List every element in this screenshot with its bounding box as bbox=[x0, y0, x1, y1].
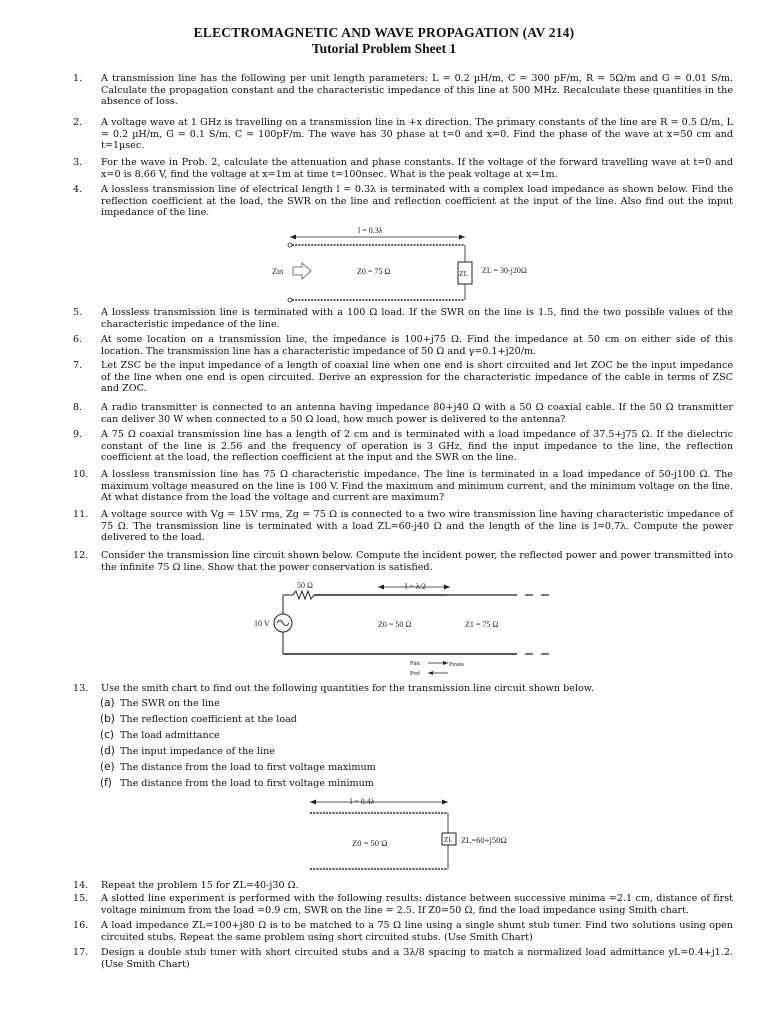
question-number: 14. bbox=[73, 880, 89, 891]
q13-subitem-d: (d) The input impedance of the line bbox=[100, 745, 276, 757]
incident-power-label: Pinc bbox=[410, 661, 421, 667]
question-number: 11. bbox=[73, 509, 89, 520]
question-2 bbox=[73, 117, 733, 152]
resistor-icon bbox=[293, 591, 314, 599]
figure-1-transmission-line bbox=[260, 224, 560, 306]
question-text: Design a double stub tuner with short circuited stubs and a 3λ/8 spacing to match a normalized load admittance yL=0.4+j1.2. (Use Smith Chart) bbox=[101, 947, 733, 970]
question-text: A 75 Ω coaxial transmission line has a length of 2 cm and is terminated with a load impedance of 37.5+j75 Ω. If the dielectric constant of the line is 2.56 and the frequency of operation is 3 GHz, find the input impedance to the line, the reflection coefficient at the load, the reflection coefficient at the input and the SWR on the line. bbox=[101, 429, 733, 464]
question-text: A voltage wave at 1 GHz is travelling on a transmission line in +x direction. The primary constants of the line are R = 0.5 Ω/m, L = 0.2 µH/m, G = 0.1 S/m, C = 100pF/m. The wave has 30 phase at t=0 and x=0. Find the phase of the wave at x=50 cm and t=1µsec. bbox=[101, 117, 733, 152]
question-text: A lossless transmission line has 75 Ω characteristic impedance. The line is terminated in a load impedance of 50-j100 Ω. The maximum voltage measured on the line is 100 V. Find the maximum and minimum current, and the minimum voltage on the line. At what distance from the load the voltage and current are maximum? bbox=[101, 469, 733, 504]
question-text: A transmission line has the following per unit length parameters: L = 0.2 µH/m, C = 300 pF/m, R = 5Ω/m and G = 0.01 S/m. Calculate the propagation constant and the characteristic impedance of this line at 500 MHz. Recalculate these quantities in the absence of loss. bbox=[101, 73, 733, 108]
input-impedance-label: Zin bbox=[272, 267, 284, 276]
question-4 bbox=[73, 184, 733, 219]
question-text: A slotted line experiment is performed with the following results: distance between successive minima =2.1 cm, distance of first voltage minimum from the load =0.9 cm, SWR on the line = 2.5. If Z0=50 Ω, find the load impedance using Smith chart. bbox=[101, 893, 733, 916]
question-6 bbox=[73, 334, 733, 357]
load-box-label: ZL bbox=[459, 269, 469, 278]
figure-2-circuit bbox=[245, 578, 565, 680]
question-number: 6. bbox=[73, 334, 83, 345]
q13-subitem-f: (f) The distance from the load to first voltage minimum bbox=[100, 777, 374, 789]
question-number: 3. bbox=[73, 157, 83, 168]
question-number: 2. bbox=[73, 117, 83, 128]
length-label: l = λ/2 bbox=[405, 582, 426, 591]
question-number: 4. bbox=[73, 184, 83, 195]
question-17 bbox=[73, 947, 733, 970]
question-10 bbox=[73, 469, 733, 504]
question-number: 17. bbox=[73, 947, 89, 958]
question-number: 16. bbox=[73, 920, 89, 931]
line-impedance-label: Z0 = 50 Ω bbox=[378, 620, 412, 629]
question-number: 12. bbox=[73, 550, 89, 561]
question-7 bbox=[73, 360, 733, 395]
input-arrow-icon bbox=[293, 263, 311, 279]
load-impedance-label: ZL = 30-j20Ω bbox=[482, 266, 527, 275]
document-title: ELECTROMAGNETIC AND WAVE PROPAGATION (AV 214) bbox=[193, 25, 575, 40]
question-number: 13. bbox=[73, 683, 89, 694]
question-number: 10. bbox=[73, 469, 89, 480]
question-number: 8. bbox=[73, 402, 83, 413]
question-5 bbox=[73, 307, 733, 330]
question-1 bbox=[73, 73, 733, 108]
length-label: l = 0.4λ bbox=[350, 797, 375, 806]
q13-subitem-e: (e) The distance from the load to first voltage maximum bbox=[100, 761, 376, 773]
question-16 bbox=[73, 920, 733, 943]
question-number: 5. bbox=[73, 307, 83, 318]
q13-subitem-a: (a) The SWR on the line bbox=[100, 697, 220, 709]
characteristic-impedance-label: Z0 = 50 Ω bbox=[352, 838, 388, 848]
question-number: 7. bbox=[73, 360, 83, 371]
question-8 bbox=[73, 402, 733, 425]
source-voltage-label: 10 V bbox=[254, 619, 270, 628]
question-number: 15. bbox=[73, 893, 89, 904]
q13-subitem-b: (b) The reflection coefficient at the load bbox=[100, 713, 297, 725]
transmitted-power-label: Ptrans bbox=[449, 662, 464, 668]
question-text: At some location on a transmission line, the impedance is 100+j75 Ω. Find the impedance at 50 cm on either side of this location. The transmission line has a characteristic impedance of 50 Ω and γ=0.1+j20/m. bbox=[101, 334, 733, 357]
question-text: A load impedance ZL=100+j80 Ω is to be matched to a 75 Ω line using a single shunt stub tuner. Find two solutions using open circuited stubs. Repeat the same problem using short circuited stubs. (Use Smith Chart) bbox=[101, 920, 733, 943]
length-label: l = 0.3λ bbox=[358, 226, 383, 235]
question-11 bbox=[73, 509, 733, 544]
reflected-power-label: Pref bbox=[410, 671, 420, 677]
question-12 bbox=[73, 550, 733, 573]
characteristic-impedance-label: Z0 = 75 Ω bbox=[357, 267, 391, 276]
load-box-label: ZL bbox=[444, 836, 453, 844]
infinite-line-impedance-label: Z1 = 75 Ω bbox=[465, 620, 499, 629]
question-3 bbox=[73, 157, 733, 180]
question-15 bbox=[73, 893, 733, 916]
document-subtitle: Tutorial Problem Sheet 1 bbox=[311, 41, 457, 56]
question-number: 9. bbox=[73, 429, 83, 440]
question-text: Let ZSC be the input impedance of a length of coaxial line when one end is short circuited and let ZOC be the input impedance of the line when one end is open circuited. Derive an expression for the characteristic impedance of the cable in terms of ZSC and ZOC. bbox=[101, 360, 733, 395]
question-text: For the wave in Prob. 2, calculate the attenuation and phase constants. If the voltage of the forward travelling wave at t=0 and x=0 is 8.66 V, find the voltage at x=1m at time t=100nsec. What is the peak voltage at x=1m. bbox=[101, 157, 733, 180]
question-number: 1. bbox=[73, 73, 83, 84]
question-14 bbox=[73, 880, 733, 892]
load-impedance-label: ZL=60+j50Ω bbox=[461, 835, 507, 845]
question-text: Repeat the problem 15 for ZL=40-j30 Ω. bbox=[101, 880, 299, 891]
question-13 bbox=[73, 683, 733, 695]
question-text: A lossless transmission line of electrical length l = 0.3λ is terminated with a complex load impedance as shown below. Find the reflection coefficient at the load, the SWR on the line and reflection coefficient at the input of the line. Also find out the input impedance of the line. bbox=[101, 184, 733, 219]
source-resistance-label: 50 Ω bbox=[297, 581, 313, 590]
question-text: A lossless transmission line is terminated with a 100 Ω load. If the SWR on the line is 1.5, find the two possible values of the characteristic impedance of the line. bbox=[101, 307, 733, 330]
question-text: A voltage source with Vg = 15V rms, Zg = 75 Ω is connected to a two wire transmission line having characteristic impedance of 75 Ω. The transmission line is terminated with a load ZL=60-j40 Ω and the length of the line is l=0.7λ. Compute the power delivered to the load. bbox=[101, 509, 733, 544]
q13-subitem-c: (c) The load admittance bbox=[100, 729, 220, 741]
figure-3-transmission-line bbox=[300, 793, 540, 873]
question-text: A radio transmitter is connected to an antenna having impedance 80+j40 Ω with a 50 Ω coaxial cable. If the 50 Ω transmitter can deliver 30 W when connected to a 50 Ω load, how much power is delivered to the antenna? bbox=[101, 402, 733, 425]
question-text: Consider the transmission line circuit shown below. Compute the incident power, the reflected power and power transmitted into the infinite 75 Ω line. Show that the power conservation is satisfied. bbox=[101, 550, 733, 573]
question-9 bbox=[73, 429, 733, 464]
question-text: Use the smith chart to find out the following quantities for the transmission line circuit shown below. bbox=[101, 683, 594, 694]
